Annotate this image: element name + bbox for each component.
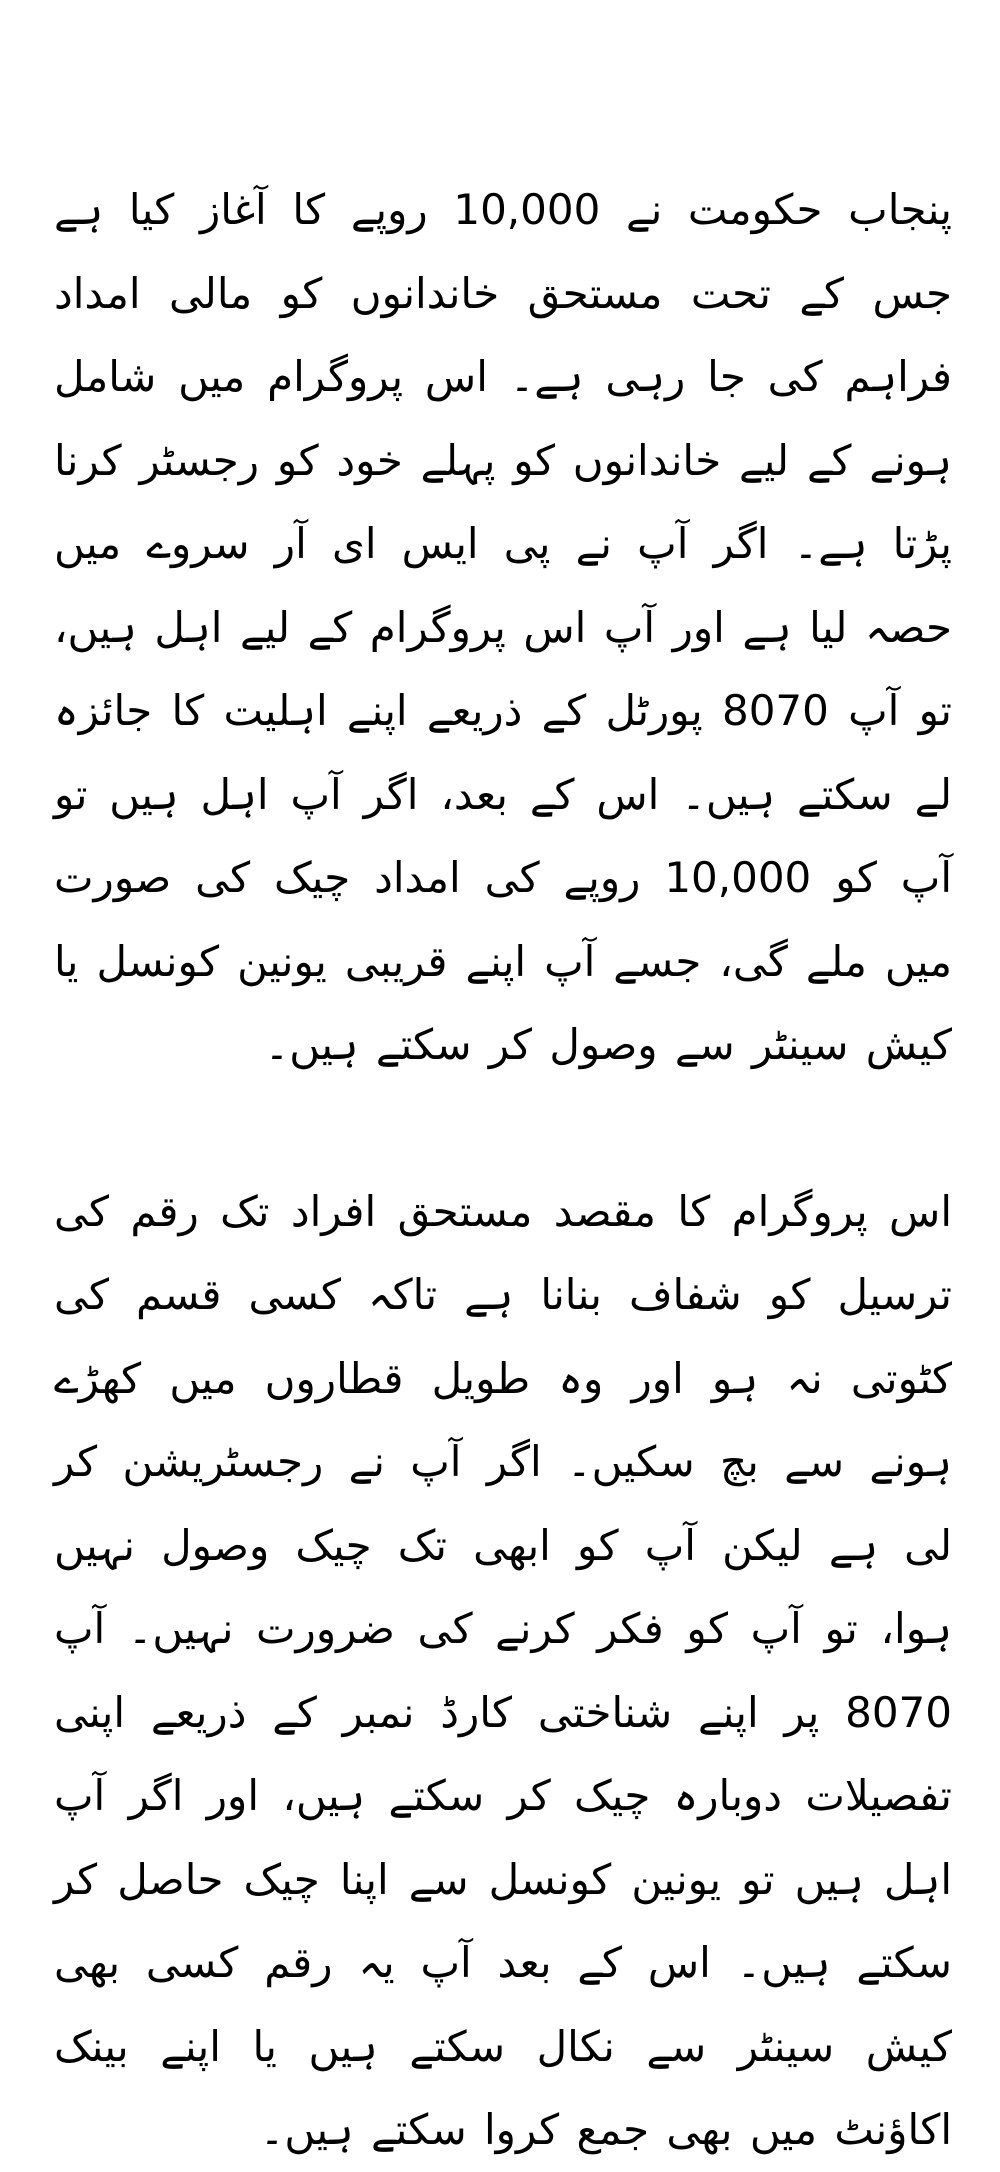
article-body	[54, 168, 952, 2154]
paragraph-registration-info: پنجاب حکومت نے 10,000 روپے کا آغاز کیا ہے جس کے تحت مستحق خاندانوں کو مالی امداد فراہم کی جا رہی ہے۔ اس پروگرام میں شامل ہونے کے لیے خاندانوں کو پہلے خود کو رجسٹر کرنا پڑتا ہے۔ اگر آپ نے پی ایس ای آر سروے میں حصہ لیا ہے اور آپ اس پروگرام کے لیے اہل ہیں، تو آپ 8070 پورٹل کے ذریعے اپنے اہلیت کا جائزہ لے سکتے ہیں۔ اس کے بعد، اگر آپ اہل ہیں تو آپ کو 10,000 روپے کی امداد چیک کی صورت میں ملے گی، جسے آپ اپنے قریبی یونین کونسل یا کیش سینٹر سے وصول کر سکتے ہیں۔	[54, 185, 952, 1069]
paragraph-program-purpose: اس پروگرام کا مقصد مستحق افراد تک رقم کی ترسیل کو شفاف بنانا ہے تاکہ کسی قسم کی کٹوتی نہ ہو اور وہ طویل قطاروں میں کھڑے ہونے سے بچ سکیں۔ اگر آپ نے رجسٹریشن کر لی ہے لیکن آپ کو ابھی تک چیک وصول نہیں ہوا، تو آپ کو فکر کرنے کی ضرورت نہیں۔ آپ 8070 پر اپنے شناختی کارڈ نمبر کے ذریعے اپنی تفصیلات دوبارہ چیک کر سکتے ہیں، اور اگر آپ اہل ہیں تو یونین کونسل سے اپنا چیک حاصل کر سکتے ہیں۔ اس کے بعد آپ یہ رقم کسی بھی کیش سینٹر سے نکال سکتے ہیں یا اپنے بینک اکاؤنٹ میں بھی جمع کروا سکتے ہیں۔	[54, 1186, 952, 2154]
